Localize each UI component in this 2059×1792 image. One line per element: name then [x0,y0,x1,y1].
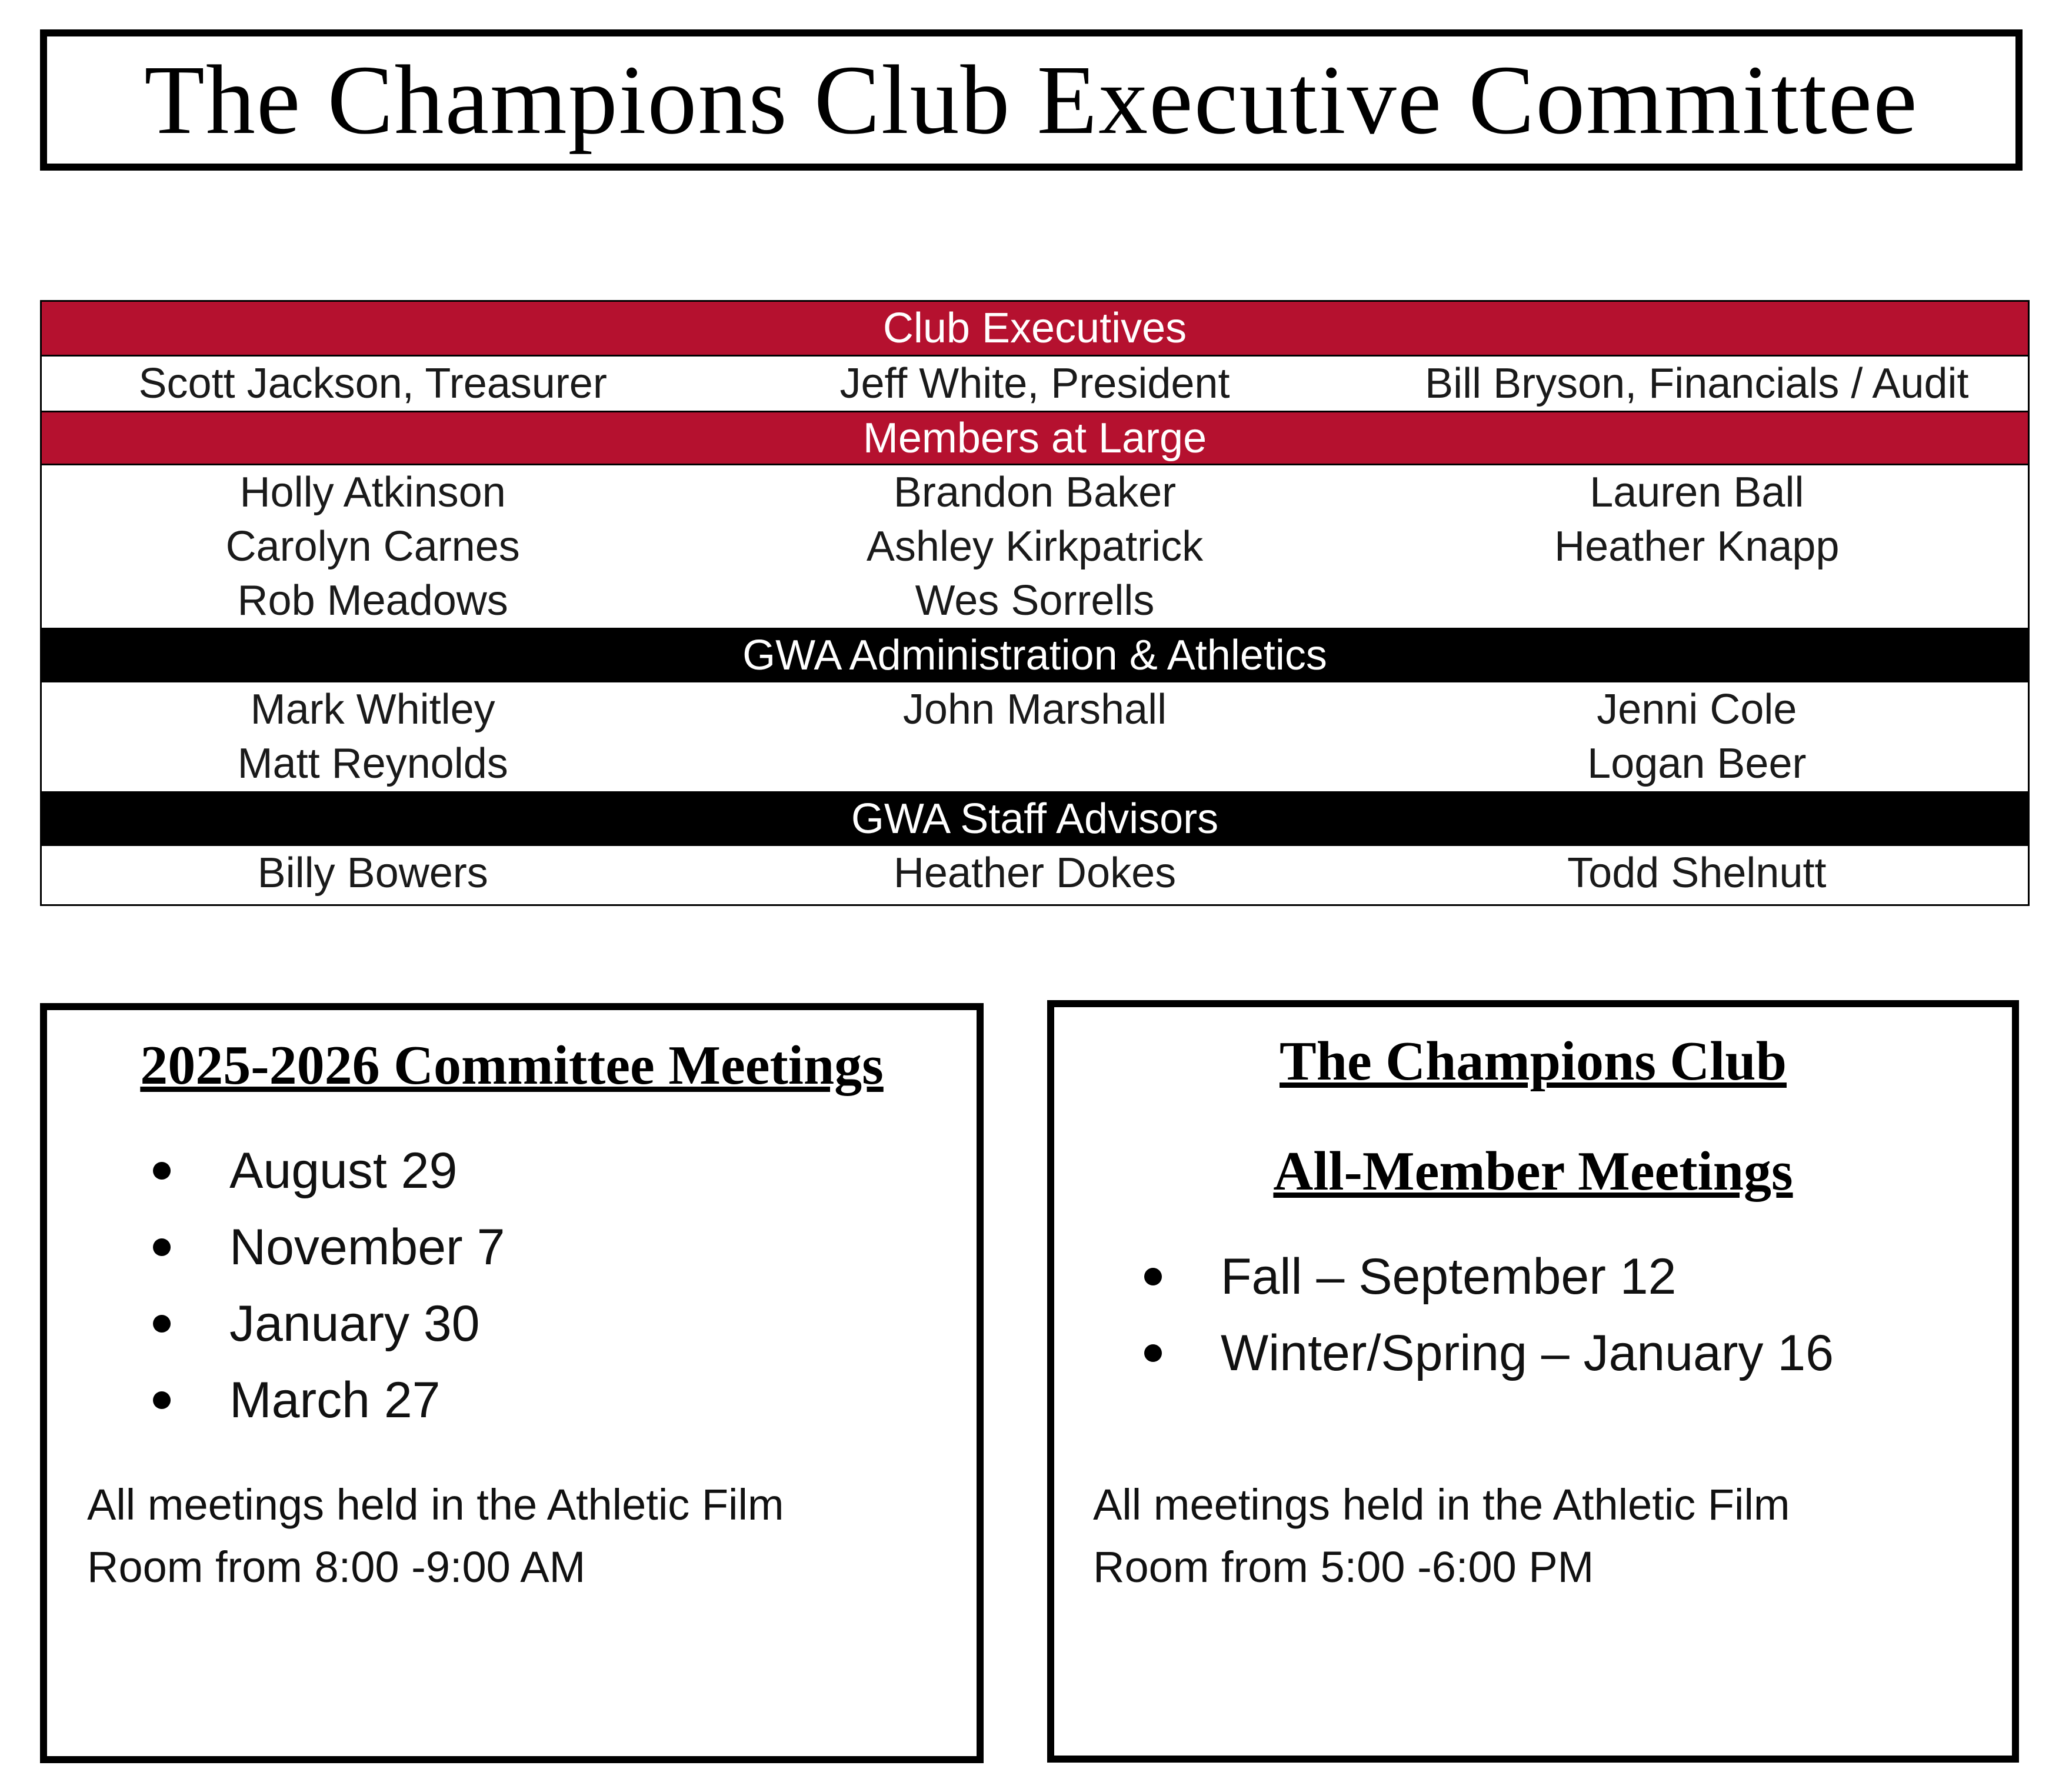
member-column [42,465,704,628]
member-name: Lauren Ball [1590,469,1804,516]
section-header-staff-advisors [42,791,2028,846]
members-at-large-grid [42,465,2028,628]
note-line: All meetings held in the Athletic Film [87,1480,784,1529]
member-column [42,682,704,791]
section-header-club-executives [42,302,2028,357]
list-item [153,1285,505,1362]
member-column [704,682,1365,791]
list-item [153,1209,505,1285]
member-name: Bill Bryson, Financials / Audit [1425,360,1969,407]
title-banner [40,29,2023,171]
all-member-meetings-note [1093,1474,1928,1598]
member-name: Heather Dokes [893,850,1177,897]
member-name: Ashley Kirkpatrick [866,523,1204,570]
bullet-icon [1144,1344,1162,1362]
meeting-date: November 7 [229,1219,505,1275]
section-heading: Members at Large [862,414,1207,462]
meeting-date: January 30 [229,1295,480,1352]
bullet-icon [153,1162,171,1180]
all-member-title-line1: The Champions Club [1280,1031,1787,1092]
member-name: John Marshall [902,686,1167,733]
member-name: Rob Meadows [237,577,508,624]
member-name: Heather Knapp [1554,523,1840,570]
page-title: The Champions Club Executive Committee [144,45,1918,155]
member-column [704,465,1365,628]
administration-grid [42,682,2028,791]
member-column [1366,682,2028,791]
committee-meetings-title: 2025-2026 Committee Meetings [140,1035,884,1096]
section-heading: Club Executives [882,305,1187,352]
bullet-icon [153,1238,171,1256]
member-name: Wes Sorrells [915,577,1155,624]
member-name: Holly Atkinson [239,469,506,516]
member-name: Jeff White, President [839,360,1230,407]
member-name: Brandon Baker [893,469,1177,516]
member-name: Jenni Cole [1597,686,1797,733]
all-member-meeting-dates [1144,1238,1834,1391]
bullet-icon [153,1315,171,1333]
bullet-icon [153,1391,171,1409]
member-name: Matt Reynolds [237,740,508,787]
member-column [1366,465,2028,628]
member-name: Todd Shelnutt [1567,850,1827,897]
note-line: All meetings held in the Athletic Film [1093,1480,1790,1529]
club-executives-row [42,357,2028,411]
list-item [1144,1315,1834,1391]
all-member-title-line2: All-Member Meetings [1273,1141,1793,1202]
committee-meeting-dates [153,1133,505,1438]
note-line: Room from 5:00 -6:00 PM [1093,1543,1594,1591]
staff-advisors-row [42,846,2028,899]
meeting-date: August 29 [229,1143,458,1199]
meeting-date: March 27 [229,1372,441,1428]
section-heading: GWA Staff Advisors [851,795,1219,842]
member-name: Scott Jackson, Treasurer [138,360,607,407]
list-item [153,1362,505,1438]
member-name: Logan Beer [1587,740,1807,787]
list-item [1144,1238,1834,1315]
member-name: Billy Bowers [257,850,488,897]
bullet-icon [1144,1268,1162,1285]
list-item [153,1133,505,1209]
committee-meetings-note [87,1474,922,1598]
committee-roster [40,300,2030,906]
member-name: Mark Whitley [250,686,495,733]
section-header-members-at-large [42,411,2028,465]
member-name: Carolyn Carnes [225,523,520,570]
note-line: Room from 8:00 -9:00 AM [87,1543,586,1591]
section-heading: GWA Administration & Athletics [742,631,1327,679]
meeting-date: Fall – September 12 [1221,1248,1677,1305]
meeting-date: Winter/Spring – January 16 [1221,1325,1834,1381]
section-header-administration [42,628,2028,682]
